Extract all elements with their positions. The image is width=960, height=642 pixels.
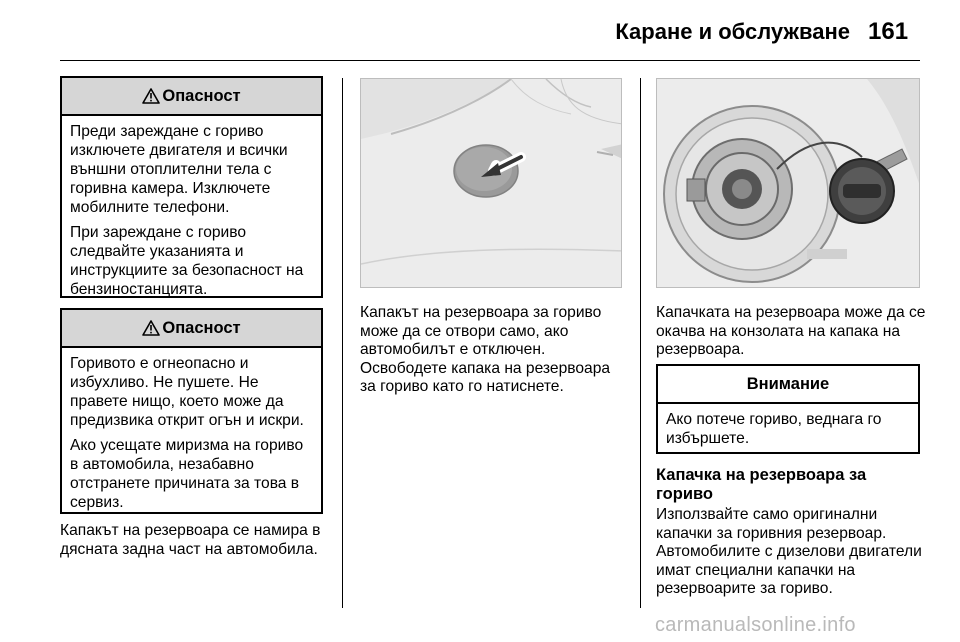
page-number: 161 <box>868 18 909 45</box>
notice-box-body: Ако потече гориво, веднага го избършете. <box>666 411 882 447</box>
notice-box <box>656 364 920 454</box>
fuel-cap-figure <box>656 78 920 288</box>
warning-box-2-paragraph-1: Горивото е огнеопасно и избухливо. Не пушете. Не правете нищо, което може да предизвика открит огън и искри. <box>70 355 304 429</box>
column-1-text: Капакът на резервоара се намира в дясната задна част на автомобила. <box>60 522 321 558</box>
section-body: Използвайте само оригинални капачки за горивния резервоар. Автомобилите с дизелови двигатели имат специални капачки на резервоарите за гориво. <box>656 506 922 597</box>
warning-box-1-paragraph-1: Преди зареждане с гориво изключете двигателя и всички външни отоплителни тела с горивна камера. Изключете мобилните телефони. <box>70 123 288 216</box>
warning-triangle-icon <box>142 320 160 336</box>
warning-box-1 <box>60 76 323 298</box>
warning-triangle-icon <box>142 88 160 104</box>
page-title: Каране и обслужване <box>615 19 850 44</box>
column-divider-1 <box>342 78 343 608</box>
warning-box-1-header <box>62 78 321 116</box>
fuel-flap-location-figure <box>360 78 622 288</box>
warning-box-2-paragraph-2: Ако усещате миризма на гориво в автомобила, незабавно отстранете причината за това в сервиз. <box>70 437 304 511</box>
notice-box-title: Внимание <box>658 366 918 404</box>
warning-box-2 <box>60 308 323 514</box>
column-divider-2 <box>640 78 641 608</box>
column-3-text: Капачката на резервоара може да се окачва на конзолата на капака на резервоара. <box>656 304 926 358</box>
section-heading: Капачка на резервоара за гориво <box>656 466 867 503</box>
column-2-text <box>360 304 628 397</box>
watermark: carmanualsonline.info <box>655 614 856 636</box>
fuel-cap-illustration <box>657 79 920 288</box>
column-2-paragraph-2: Освободете капака на резервоара за гориво като го натиснете. <box>360 359 611 395</box>
column-2-paragraph-1: Капакът на резервоара за гориво може да се отвори само, ако автомобилът е отключен. <box>360 304 602 358</box>
header-rule <box>60 60 920 61</box>
warning-box-2-header <box>62 310 321 348</box>
warning-box-1-title: Опасност <box>162 86 241 105</box>
car-fuel-flap-illustration <box>361 79 622 288</box>
warning-box-2-title: Опасност <box>162 318 241 337</box>
warning-box-1-paragraph-2: При зареждане с гориво следвайте указанията и инструкциите за безопасност на бензиностанцията. <box>70 224 304 298</box>
